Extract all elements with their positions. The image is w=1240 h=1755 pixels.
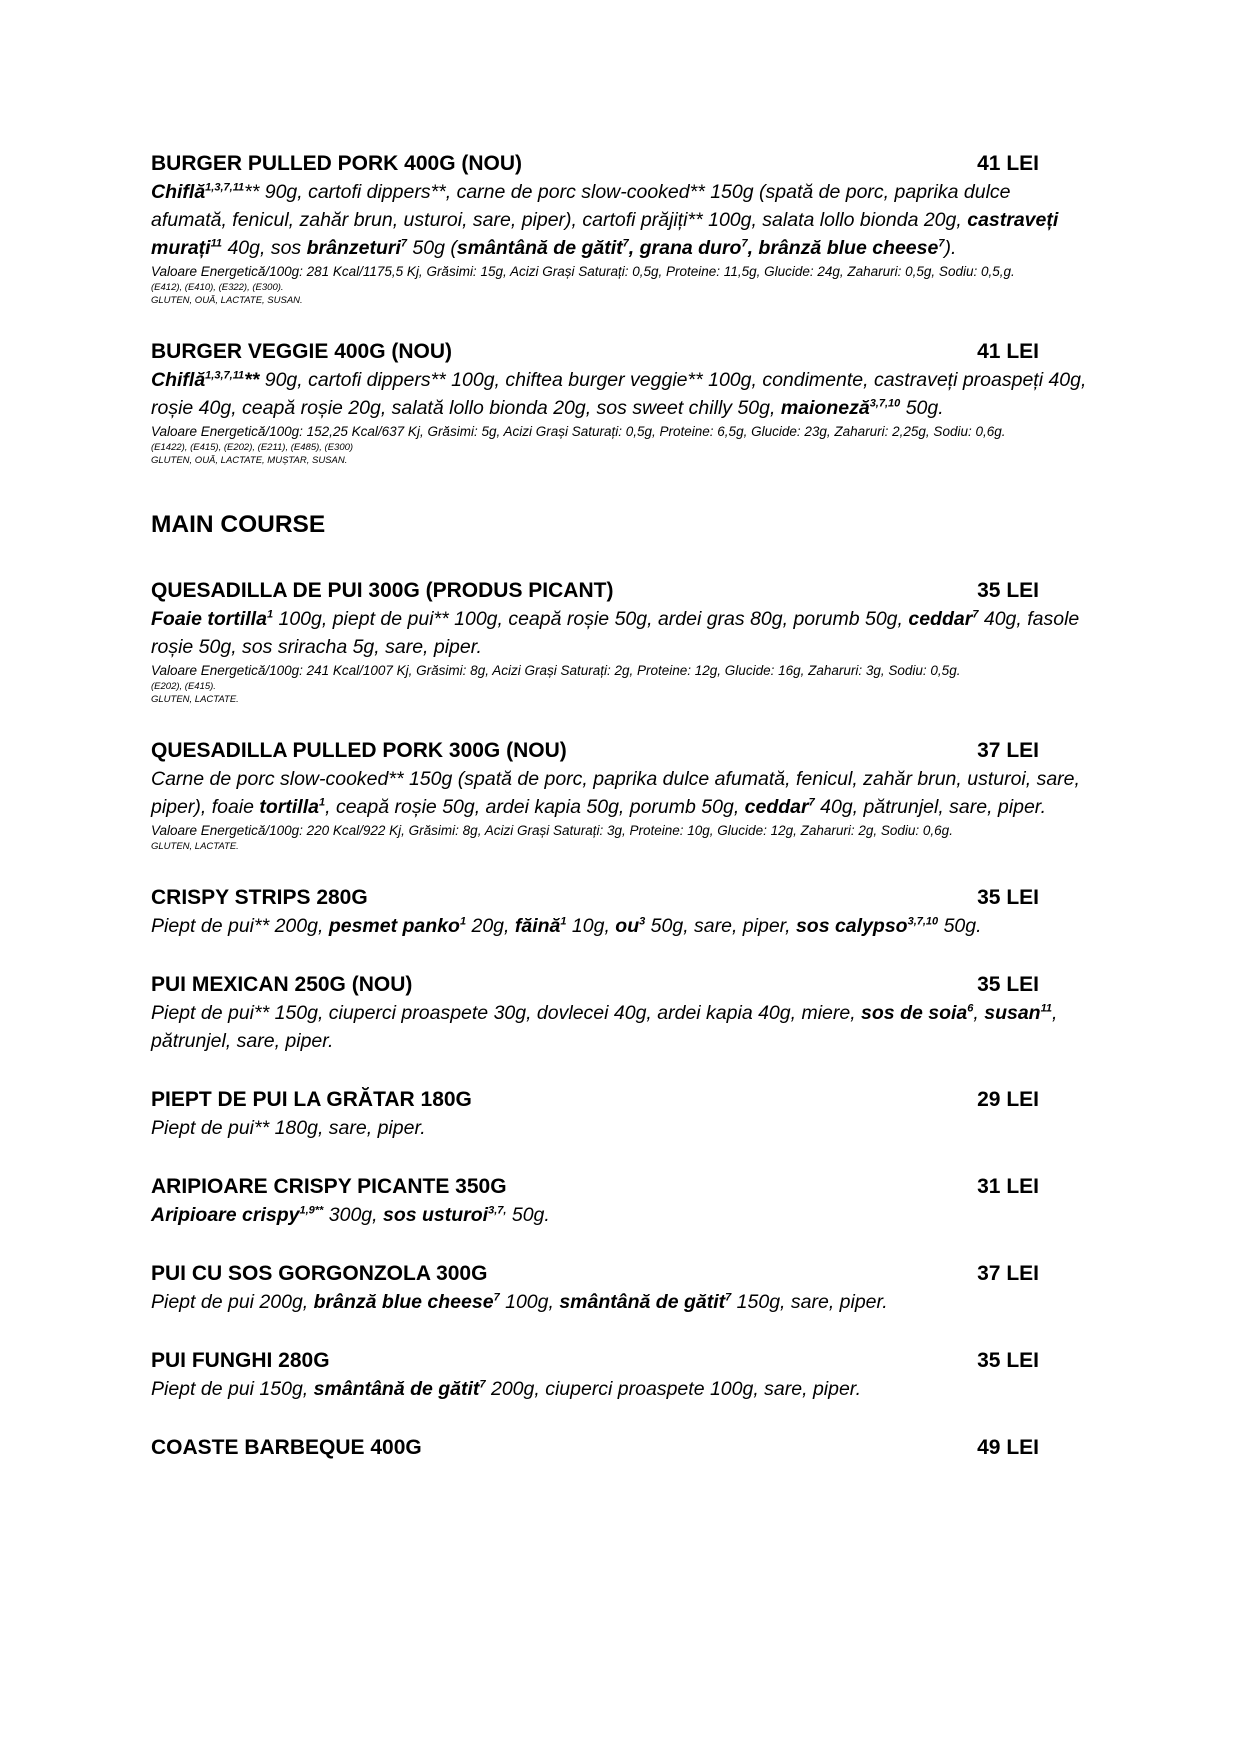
nutrition-info: Valoare Energetică/100g: 241 Kcal/1007 Kj, Grăsimi: 8g, Acizi Grași Saturați: 2g, Proteine: 12g, Glucide: 16g, Zaharuri: 3g, Sodiu: 0,5g. [151, 663, 961, 678]
item-header [151, 1434, 1039, 1462]
item-name: PUI FUNGHI 280G [151, 1349, 330, 1372]
item-description: Piept de pui 150g, smântână de gătit$^7$ 200g, ciuperci proaspete 100g, sare, piper. [151, 1378, 861, 1400]
item-header [151, 884, 1039, 912]
menu-item-piept-gratar [151, 1086, 1091, 1142]
item-name: CRISPY STRIPS 280G [151, 886, 368, 909]
item-description: Chiflă$^{1,3,7,11}$** 90g, cartofi dippers**, carne de porc slow-cooked** 150g (spată de porc, paprika dulce afumată, fenicul, zahăr brun, usturoi, sare, piper), cartofi prăjiți** 100g, salata lollo bionda 20g, castraveți murați$^{11}$ 40g, sos brânzeturi$^7$ 50g (smântână de gătit$^7$, grana duro$^7$, brânză blue cheese$^7$). [151, 181, 1059, 259]
menu-item-pui-funghi [151, 1347, 1091, 1403]
item-name: COASTE BARBEQUE 400G [151, 1436, 422, 1459]
item-header [151, 1086, 1039, 1114]
item-description: Piept de pui** 180g, sare, piper. [151, 1117, 426, 1139]
item-description: Piept de pui** 150g, ciuperci proaspete 30g, dovlecei 40g, ardei kapia 40g, miere, sos de soia$^6$, susan$^{11}$, pătrunjel, sare, piper. [151, 1002, 1058, 1052]
item-price: 31 LEI [977, 1175, 1039, 1198]
item-name: QUESADILLA DE PUI 300G (PRODUS PICANT) [151, 579, 614, 602]
additives-info: (E202), (E415). [151, 681, 216, 692]
item-description: Aripioare crispy$^{1,9**}$ 300g, sos usturoi$^{3,7,}$ 50g. [151, 1204, 550, 1226]
item-description: Carne de porc slow-cooked** 150g (spată de porc, paprika dulce afumată, fenicul, zahăr brun, usturoi, sare, piper), foaie tortilla$^1$, ceapă roșie 50g, ardei kapia 50g, porumb 50g, ceddar$^7$ 40g, pătrunjel, sare, piper. [151, 768, 1080, 818]
item-name: PIEPT DE PUI LA GRĂTAR 180G [151, 1088, 472, 1111]
item-price: 41 LEI [977, 340, 1039, 363]
item-header [151, 1173, 1039, 1201]
item-description: Foaie tortilla$^1$ 100g, piept de pui** 100g, ceapă roșie 50g, ardei gras 80g, porumb 50g, ceddar$^7$ 40g, fasole roșie 50g, sos sriracha 5g, sare, piper. [151, 608, 1080, 658]
additives-info: (E1422), (E415), (E202), (E211), (E485), (E300) [151, 442, 354, 453]
item-header [151, 150, 1039, 178]
item-name: ARIPIOARE CRISPY PICANTE 350G [151, 1175, 507, 1198]
menu-item-pui-gorgonzola [151, 1260, 1091, 1316]
item-name: BURGER PULLED PORK 400G (NOU) [151, 152, 523, 175]
allergens-info: GLUTEN, OUĂ, LACTATE, SUSAN. [151, 295, 303, 306]
section-title: MAIN COURSE [151, 511, 326, 538]
item-price: 37 LEI [977, 739, 1039, 762]
nutrition-info: Valoare Energetică/100g: 281 Kcal/1175,5 Kj, Grăsimi: 15g, Acizi Grași Saturați: 0,5g, Proteine: 11,5g, Glucide: 24g, Zaharuri: 0,5g, Sodiu: 0,5,g. [151, 264, 1015, 279]
item-header [151, 1347, 1039, 1375]
menu-item-aripioare [151, 1173, 1091, 1229]
item-name: PUI MEXICAN 250G (NOU) [151, 973, 413, 996]
allergens-info: GLUTEN, LACTATE. [151, 694, 239, 705]
item-header [151, 1260, 1039, 1288]
item-price: 49 LEI [977, 1436, 1039, 1459]
item-price: 41 LEI [977, 152, 1039, 175]
item-price: 35 LEI [977, 886, 1039, 909]
nutrition-info: Valoare Energetică/100g: 220 Kcal/922 Kj, Grăsimi: 8g, Acizi Grași Saturați: 3g, Proteine: 10g, Glucide: 12g, Zaharuri: 2g, Sodiu: 0,6g. [151, 823, 953, 838]
additives-info: (E412), (E410), (E322), (E300). [151, 282, 284, 293]
menu-item-crispy-strips [151, 884, 1091, 940]
item-header [151, 737, 1039, 765]
item-header [151, 577, 1039, 605]
menu-item-quesadilla-pui [151, 577, 1091, 706]
item-description: Piept de pui** 200g, pesmet panko$^1$ 20g, făină$^1$ 10g, $ou^3$ 50g, sare, piper, sos calypso$^{3,7,10}$ 50g. [151, 915, 982, 937]
menu-item-burger-pulled-pork [151, 150, 1091, 307]
item-description: Chiflă$^{1,3,7,11}$** 90g, cartofi dippers** 100g, chiftea burger veggie** 100g, condimente, castraveți proaspeți 40g, roșie 40g, ceapă roșie 20g, salată lollo bionda 20g, sos sweet chilly 50g, maioneză$^{3,7,10}$ 50g. [151, 369, 1087, 419]
item-price: 29 LEI [977, 1088, 1039, 1111]
item-header [151, 338, 1039, 366]
menu-item-quesadilla-pulled-pork [151, 737, 1091, 853]
item-price: 35 LEI [977, 1349, 1039, 1372]
item-name: PUI CU SOS GORGONZOLA 300G [151, 1262, 488, 1285]
item-price: 35 LEI [977, 579, 1039, 602]
item-price: 35 LEI [977, 973, 1039, 996]
menu-item-coaste-bbq [151, 1434, 1091, 1462]
menu-content [151, 150, 1091, 1493]
menu-item-pui-mexican [151, 971, 1091, 1055]
item-description: Piept de pui 200g, brânză blue cheese$^7$ 100g, smântână de gătit$^7$ 150g, sare, piper. [151, 1291, 888, 1313]
menu-item-burger-veggie [151, 338, 1091, 467]
item-name: QUESADILLA PULLED PORK 300G (NOU) [151, 739, 567, 762]
item-price: 37 LEI [977, 1262, 1039, 1285]
allergens-info: GLUTEN, LACTATE. [151, 841, 239, 852]
allergens-info: GLUTEN, OUĂ, LACTATE, MUȘTAR, SUSAN. [151, 455, 348, 466]
item-name: BURGER VEGGIE 400G (NOU) [151, 340, 453, 363]
item-header [151, 971, 1039, 999]
nutrition-info: Valoare Energetică/100g: 152,25 Kcal/637 Kj, Grăsimi: 5g, Acizi Grași Saturați: 0,5g, Proteine: 6,5g, Glucide: 23g, Zaharuri: 2,25g, Sodiu: 0,6g. [151, 424, 1006, 439]
